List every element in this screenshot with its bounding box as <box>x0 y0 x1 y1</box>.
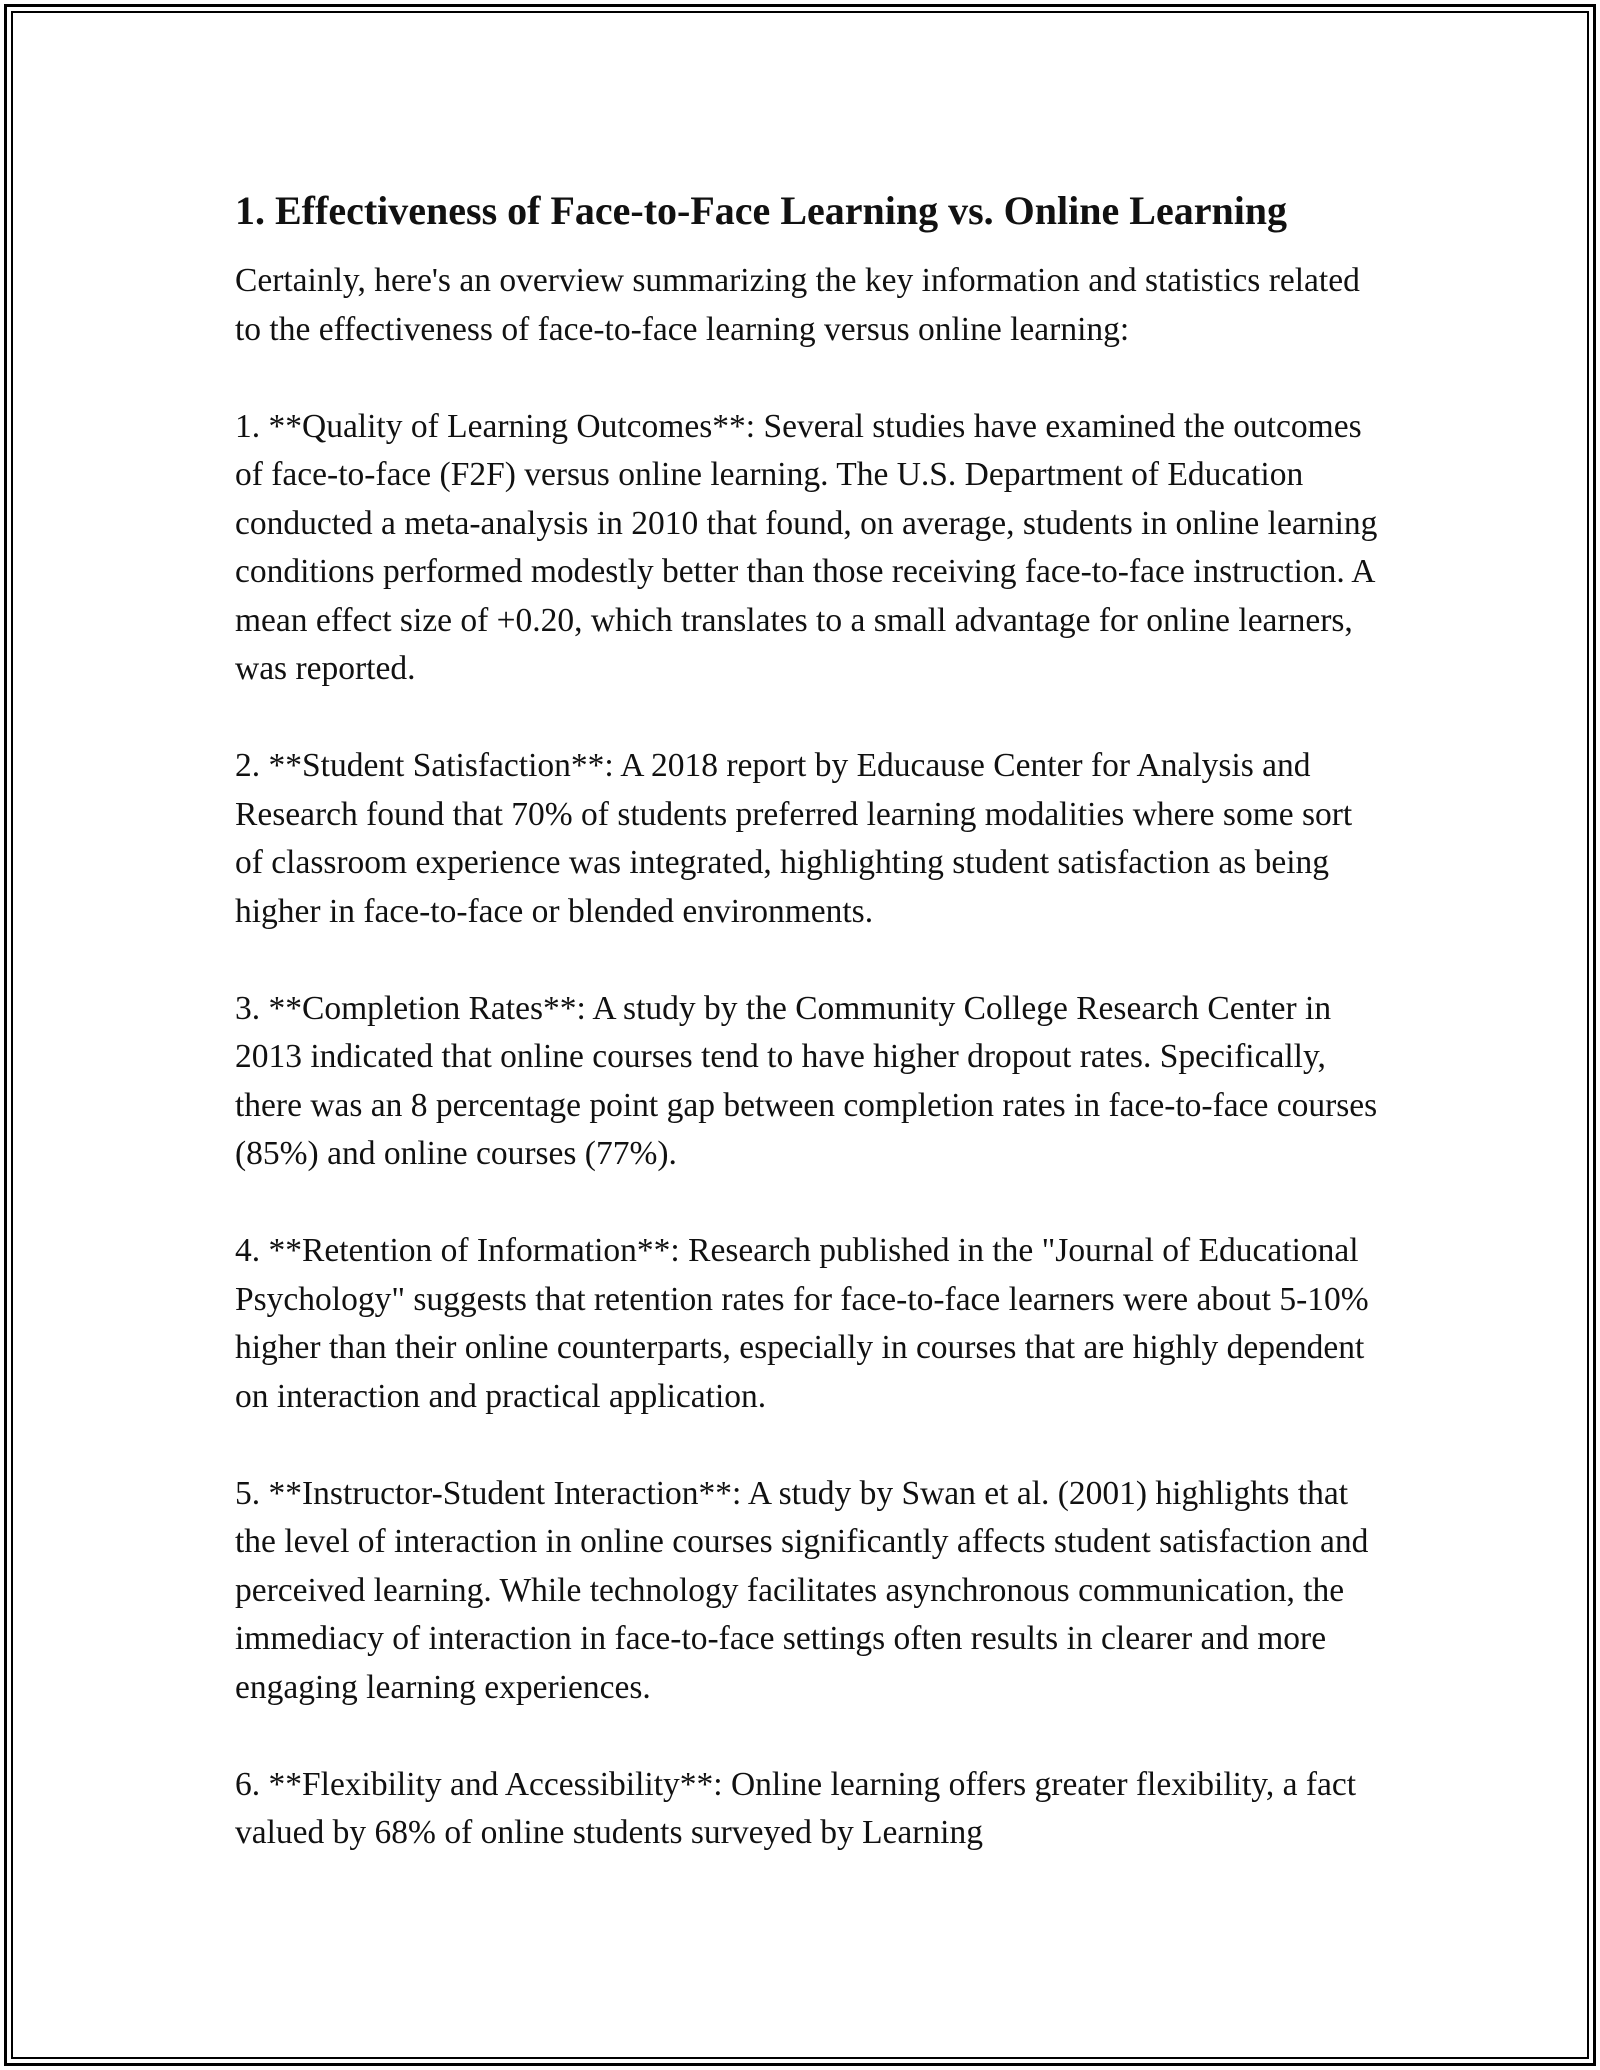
point-retention-of-information: 4. **Retention of Information**: Research published in the "Journal of Educational Psychology" suggests that retention rates for face-to-face learners were about 5-10% higher than their online counterparts, especially in courses that are highly dependent on interaction and practical application. <box>235 1232 1369 1415</box>
point-completion-rates: 3. **Completion Rates**: A study by the Community College Research Center in 2013 indicated that online courses tend to have higher dropout rates. Specifically, there was an 8 percentage point gap between completion rates in face-to-face courses (85%) and online courses (77%). <box>235 989 1378 1172</box>
point-flexibility-and-accessibility: 6. **Flexibility and Accessibility**: Online learning offers greater flexibility, a fact valued by 68% of online students surveyed by Learning <box>235 1765 1357 1851</box>
intro-paragraph: Certainly, here's an overview summarizing the key information and statistics related to the effectiveness of face-to-face learning versus online learning: <box>235 262 1360 348</box>
point-instructor-student-interaction: 5. **Instructor-Student Interaction**: A study by Swan et al. (2001) highlights that the level of interaction in online courses significantly affects student satisfaction and perceived learning. While technology facilitates asynchronous communication, the immediacy of interaction in face-to-face settings often results in clearer and more engaging learning experiences. <box>235 1474 1369 1706</box>
point-student-satisfaction: 2. **Student Satisfaction**: A 2018 report by Educause Center for Analysis and Research found that 70% of students preferred learning modalities where some sort of classroom experience was integrated, highlighting student satisfaction as being higher in face-to-face or blended environments. <box>235 747 1353 930</box>
section-heading: 1. Effectiveness of Face-to-Face Learning vs. Online Learning <box>235 188 1288 233</box>
document-body <box>235 185 1385 1858</box>
point-quality-of-learning-outcomes: 1. **Quality of Learning Outcomes**: Several studies have examined the outcomes of face-to-face (F2F) versus online learning. The U.S. Department of Education conducted a meta-analysis in 2010 that found, on average, students in online learning conditions performed modestly better than those receiving face-to-face instruction. A mean effect size of +0.20, which translates to a small advantage for online learners, was reported. <box>235 407 1378 687</box>
